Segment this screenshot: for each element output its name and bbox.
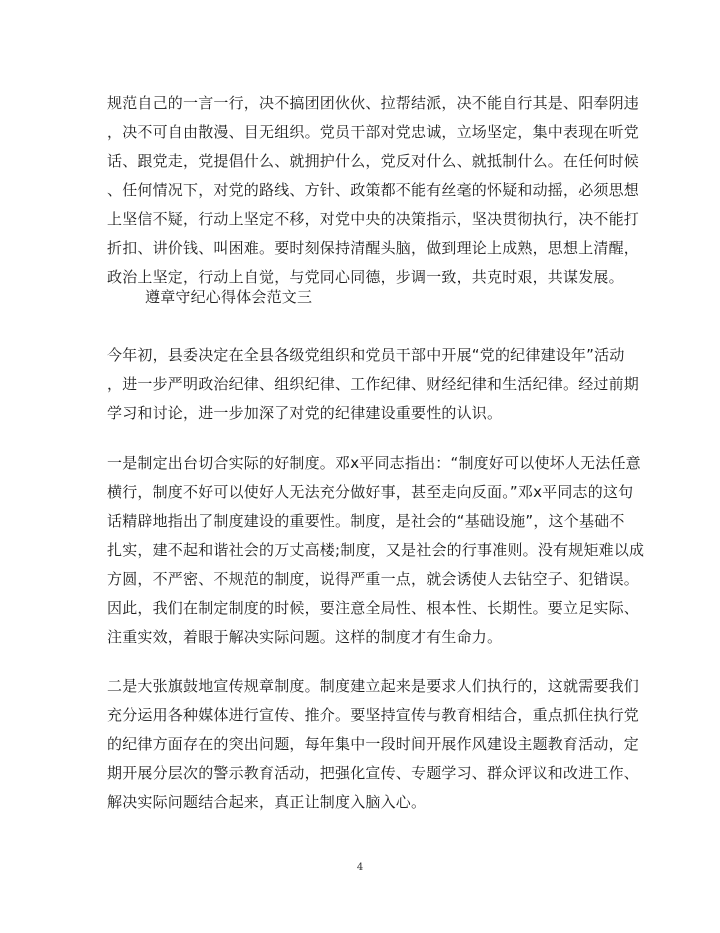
text-line: 一是制定出台切合实际的好制度。邓x平同志指出：“制度好可以使坏人无法任意 <box>107 454 641 472</box>
body-paragraph <box>107 341 640 428</box>
text-line: 充分运用各种媒体进行宣传、推介。要坚持宣传与教育相结合，重点抓住执行党 <box>107 706 640 724</box>
text-line: 方圆，不严密、不规范的制度，说得严重一点，就会诱使人去钻空子、犯错误。 <box>107 570 640 588</box>
section-heading <box>145 283 661 312</box>
text-line: ，决不可自由散漫、目无组织。党员干部对党忠诚，立场坚定，集中表现在听党 <box>107 123 640 141</box>
text-line: 折扣、讲价钱、叫困难。要时刻保持清醒头脑，做到理论上成熟，思想上清醒， <box>107 239 640 257</box>
body-paragraph <box>107 89 640 292</box>
text-line: 期开展分层次的警示教育活动，把强化宣传、专题学习、群众评议和改进工作、 <box>107 764 640 782</box>
text-line: ，进一步严明政治纪律、组织纪律、工作纪律、财经纪律和生活纪律。经过前期 <box>107 375 640 393</box>
text-line: 学习和讨论，进一步加深了对党的纪律建设重要性的认识。 <box>107 404 503 422</box>
text-line: 扎实，建不起和谐社会的万丈高楼;制度，又是社会的行事准则。没有规矩难以成 <box>107 541 645 559</box>
text-line: 因此，我们在制定制度的时候，要注意全局性、根本性、长期性。要立足实际、 <box>107 599 640 617</box>
page-number: 4 <box>356 862 364 873</box>
text-line: 今年初，县委决定在全县各级党组织和党员干部中开展“党的纪律建设年”活动 <box>107 346 625 364</box>
text-line: 政治上坚定，行动上自觉，与党同心同德，步调一致，共克时艰，共谋发展。 <box>107 268 624 286</box>
text-line: 话精辟地指出了制度建设的重要性。制度，是社会的“基础设施”，这个基础不 <box>107 512 625 530</box>
heading-text: 遵章守纪心得体会范文三 <box>145 288 313 306</box>
text-line: 解决实际问题结合起来，真正让制度入脑入心。 <box>107 793 427 811</box>
body-paragraph <box>107 672 640 817</box>
text-line: 注重实效，着眼于解决实际问题。这样的制度才有生命力。 <box>107 628 503 646</box>
text-line: 二是大张旗鼓地宣传规章制度。制度建立起来是要求人们执行的，这就需要我们 <box>107 677 640 695</box>
text-line: 话、跟党走，党提倡什么、就拥护什么，党反对什么、就抵制什么。在任何时候 <box>107 152 640 170</box>
text-line: 规范自己的一言一行，决不搞团团伙伙、拉帮结派，决不能自行其是、阳奉阴违 <box>107 94 640 112</box>
body-paragraph <box>107 449 645 652</box>
text-line: 上坚信不疑，行动上坚定不移，对党中央的决策指示，坚决贯彻执行，决不能打 <box>107 210 640 228</box>
text-line: 的纪律方面存在的突出问题，每年集中一段时间开展作风建设主题教育活动，定 <box>107 735 640 753</box>
text-line: 、任何情况下，对党的路线、方针、政策都不能有丝毫的怀疑和动摇，必须思想 <box>107 181 640 199</box>
text-line: 横行，制度不好可以使好人无法充分做好事，甚至走向反面。”邓x平同志的这句 <box>107 483 634 501</box>
